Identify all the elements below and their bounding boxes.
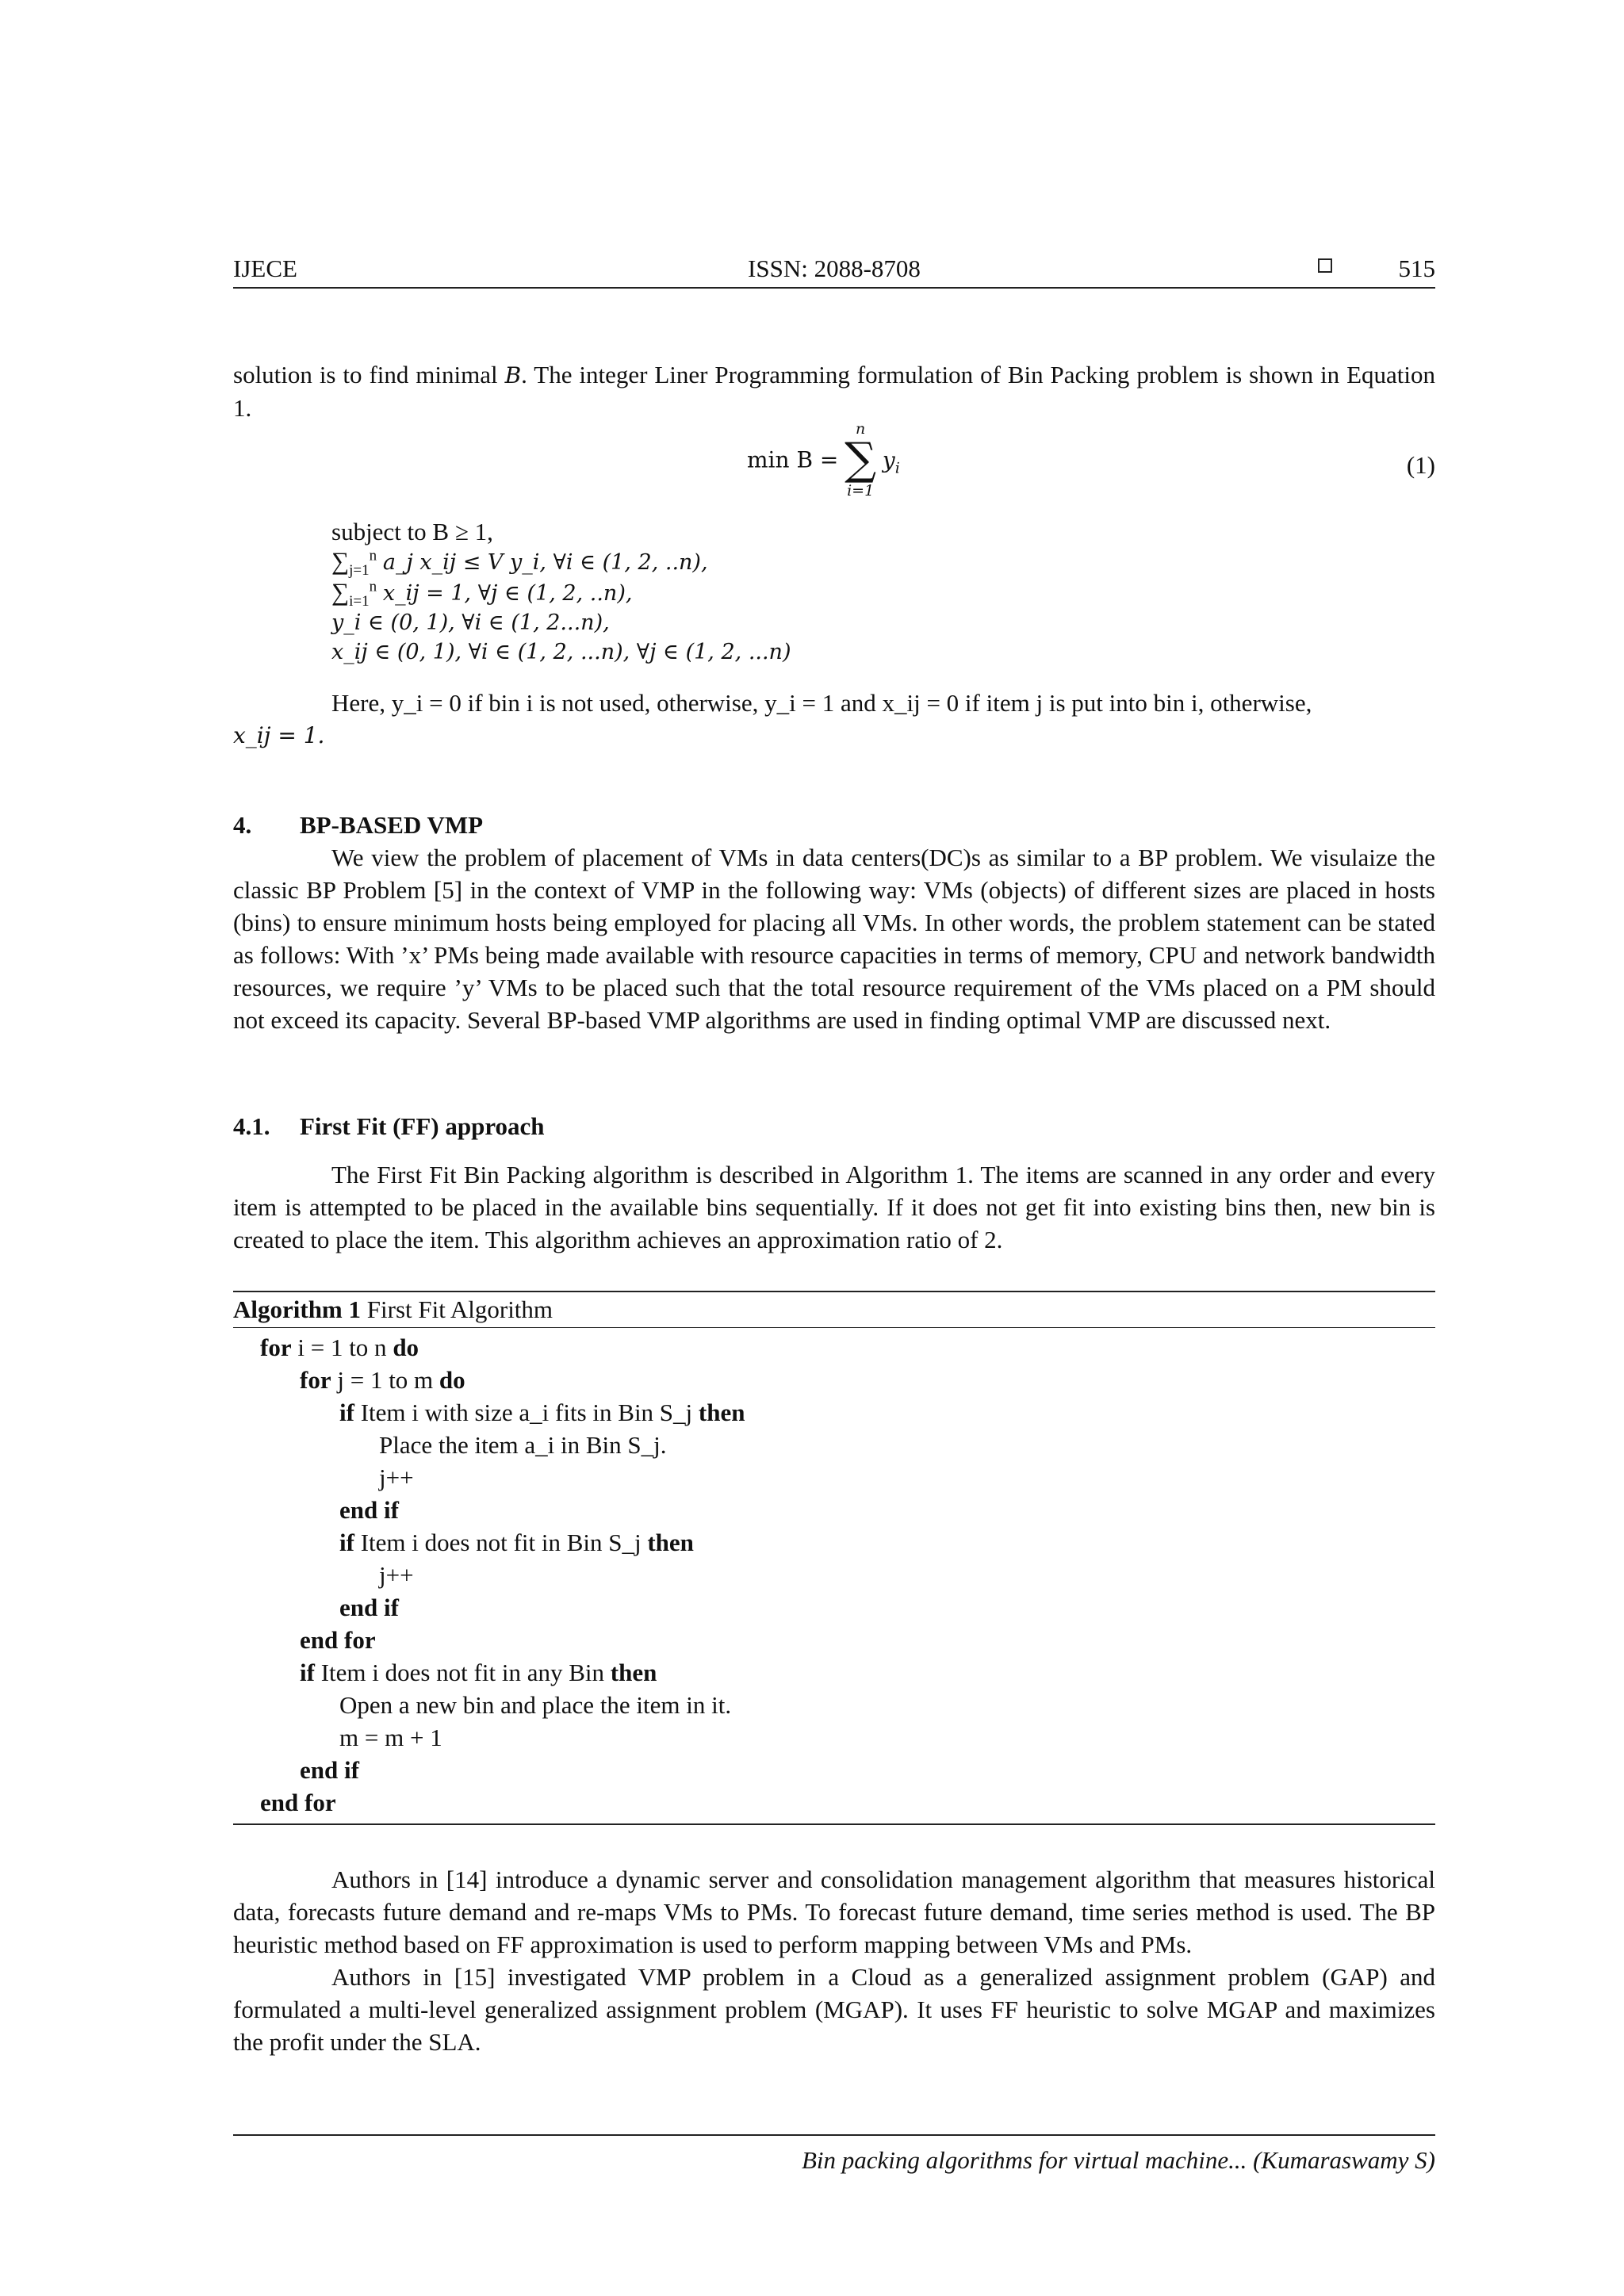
algorithm-line: j++ (379, 1561, 414, 1589)
equation-lhs: min B = (747, 446, 839, 473)
algorithm-line: j++ (379, 1464, 414, 1491)
constraint-3-lim-low: i=1 (349, 593, 370, 610)
constraints (331, 517, 791, 667)
constraint-3: $\sum_{i=1}^n$ x_ij = 1, ∀j ∈ (1, 2, ..n), (331, 578, 633, 610)
summation-symbol (845, 420, 876, 499)
algorithm-line: if Item i with size a_i fits in Bin S_j then (339, 1399, 745, 1426)
journal-name: IJECE (233, 254, 297, 282)
algorithm-line: end if (339, 1496, 399, 1524)
constraint-2-lim-low: j=1 (349, 562, 370, 580)
constraint-2: $\sum_{j=1}^n$ a_j x_ij ≤ V y_i, ∀i ∈ (1, 2, ..n), (331, 547, 708, 580)
algorithm-line: for i = 1 to n do (260, 1334, 419, 1361)
sigma-icon: ∑ (845, 434, 877, 485)
footer-text: Bin packing algorithms for virtual machine... (Kumaraswamy S) (801, 2146, 1435, 2174)
intro-text-after: . The integer Liner Programming formulation of Bin Packing problem is shown in Equation 1. (233, 361, 1435, 422)
constraint-4: y_i ∈ (0, 1), ∀i ∈ (1, 2...n), (331, 610, 610, 635)
equation-body (747, 420, 900, 507)
algorithm-line: if Item i does not fit in any Bin then (300, 1659, 657, 1686)
algorithm-line: for j = 1 to m do (300, 1366, 465, 1394)
algorithm-lines (233, 1328, 1435, 1823)
closing-paragraph-2: Authors in [15] investigated VMP problem in a Cloud as a generalized assignment problem (GAP) and formulated a multi-level generalized assignment problem (MGAP). It uses FF heuristic to solve MGAP and maximizes the profit under the SLA. (233, 1963, 1435, 2056)
here-paragraph (233, 687, 1435, 752)
equation-term (882, 446, 900, 477)
sum-lower-limit: i=1 (847, 482, 875, 499)
section-4-1-heading (233, 1110, 1435, 1142)
algorithm-line: Open a new bin and place the item in it. (339, 1691, 732, 1719)
section-4 (233, 809, 1435, 1036)
page-number: 515 (1398, 254, 1435, 282)
section-4-title: BP-BASED VMP (300, 811, 484, 839)
algorithm-label: Algorithm 1 (233, 1295, 362, 1323)
algorithm-line: end for (300, 1626, 376, 1654)
algorithm-name: First Fit Algorithm (366, 1295, 553, 1323)
constraint-3-text: x_ij = 1, ∀j ∈ (1, 2, ..n), (382, 581, 633, 606)
algorithm-line: m = m + 1 (339, 1724, 442, 1751)
intro-text-before: solution is to find minimal (233, 361, 505, 388)
here-cont: x_ij = 1. (233, 722, 325, 748)
algorithm-title (233, 1292, 1435, 1328)
sum-upper-limit: n (856, 420, 866, 438)
algorithm-line: end for (260, 1789, 336, 1816)
constraint-3-lim-up: n (369, 578, 377, 595)
intro-var-b: B (504, 362, 522, 388)
square-icon (1318, 258, 1332, 273)
algorithm-line: Place the item a_i in Bin S_j. (379, 1431, 667, 1459)
algorithm-line: end if (339, 1594, 399, 1621)
section-4-1-title: First Fit (FF) approach (300, 1112, 545, 1140)
running-footer (233, 2134, 1435, 2176)
running-header (233, 252, 1435, 289)
constraint-5: x_ij ∈ (0, 1), ∀i ∈ (1, 2, ...n), ∀j ∈ (1, 2, ...n) (331, 640, 791, 664)
intro-paragraph (233, 358, 1435, 424)
closing-paragraphs (233, 1863, 1435, 2058)
equation-number: (1) (1406, 451, 1435, 479)
here-text: Here, y_i = 0 if bin i is not used, otherwise, y_i = 1 and x_ij = 0 if item j is put into bin i, otherwise, (331, 689, 1312, 717)
algorithm-1 (233, 1291, 1435, 1825)
closing-paragraph-1: Authors in [14] introduce a dynamic server and consolidation management algorithm that measures historical data, forecasts future demand and re-maps VMs to PMs. To forecast future demand, time series method is used. The BP heuristic method based on FF approximation is used to perform mapping between VMs and PMs. (233, 1866, 1435, 1958)
section-4-heading (233, 809, 1435, 841)
section-4-1-number: 4.1. (233, 1112, 270, 1140)
equation-1 (233, 420, 1435, 507)
equation-term-sub: i (894, 459, 900, 477)
section-4-paragraph: We view the problem of placement of VMs in data centers(DC)s as similar to a BP problem. We visulaize the classic BP Problem [5] in the context of VMP in the following way: VMs (objects) of different sizes are placed in hosts (bins) to ensure minimum hosts being employed for placing all VMs. In other words, the problem statement can be stated as follows: With ’x’ PMs being made available with resource capacities in terms of memory, CPU and network bandwidth resources, we require ’y’ VMs to be placed such that the total resource requirement of the VMs placed on a PM should not exceed its capacity. Several BP-based VMP algorithms are used in finding optimal VMP are discussed next. (233, 844, 1435, 1034)
constraint-2-lim-up: n (369, 547, 377, 564)
algorithm-line: end if (300, 1756, 359, 1784)
equation-term-var: y (882, 446, 895, 473)
section-4-1 (233, 1110, 1435, 1256)
section-4-1-paragraph: The First Fit Bin Packing algorithm is described in Algorithm 1. The items are scanned in any order and every item is attempted to be placed in the available bins sequentially. If it does not get fit into existing bins then, new bin is created to place the item. This algorithm achieves an approximation ratio of 2. (233, 1161, 1435, 1253)
section-4-number: 4. (233, 811, 252, 839)
algorithm-line: if Item i does not fit in Bin S_j then (339, 1529, 694, 1556)
issn: ISSN: 2088-8708 (748, 254, 921, 282)
constraint-2-text: a_j x_ij ≤ V y_i, ∀i ∈ (1, 2, ..n), (382, 550, 708, 575)
constraint-1: subject to B ≥ 1, (331, 518, 493, 545)
